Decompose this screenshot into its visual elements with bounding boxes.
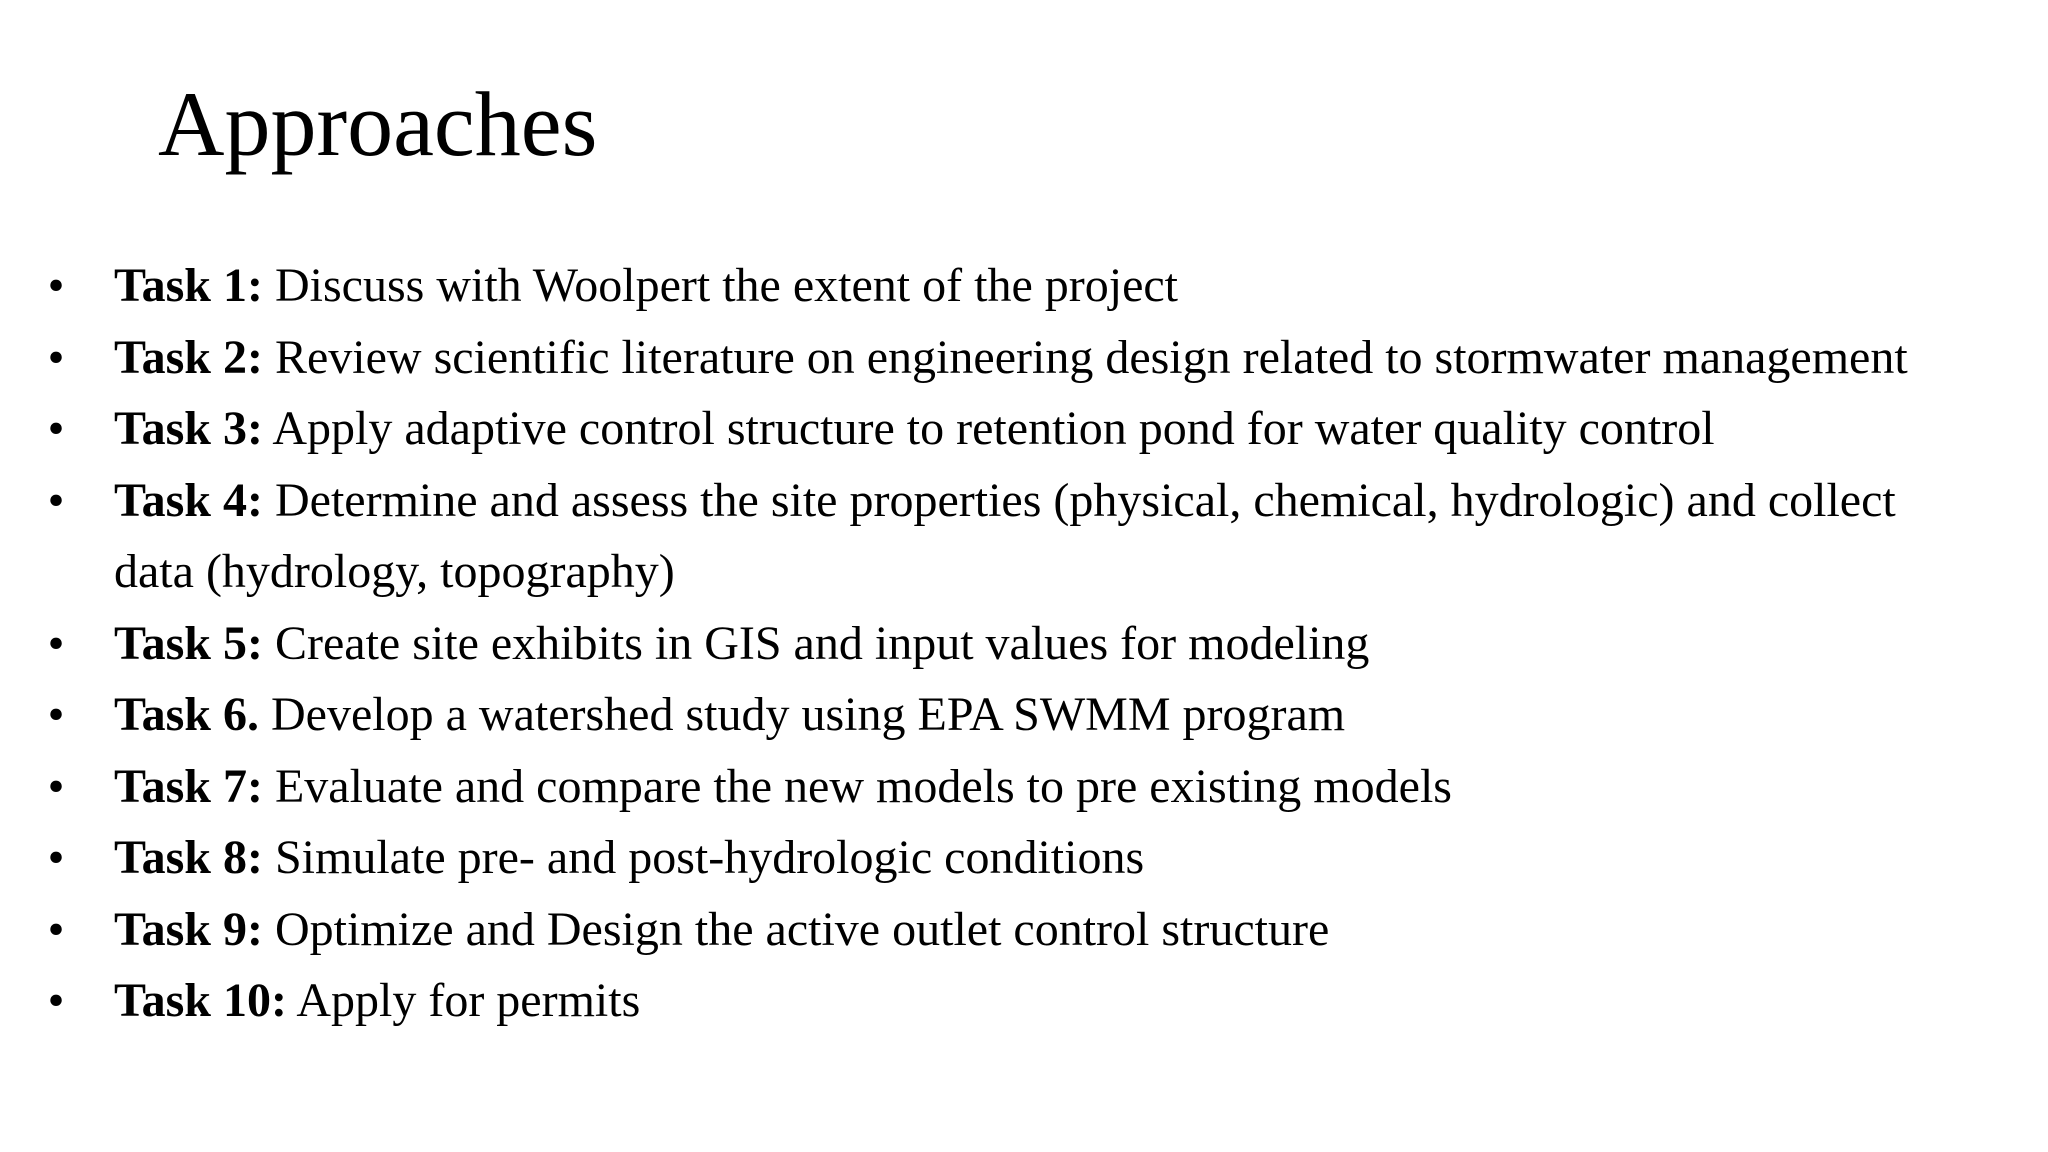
- task-item-6: [0, 679, 2048, 751]
- bullet-icon: •: [47, 831, 65, 884]
- bullet-icon: •: [47, 688, 65, 741]
- slide-title: Approaches: [158, 73, 598, 175]
- task-label: Task 2:: [114, 330, 263, 384]
- task-item-8: [0, 822, 2048, 894]
- bullet-icon: •: [47, 759, 65, 813]
- task-item-1: [0, 250, 2048, 322]
- task-item-10: [0, 965, 2048, 1037]
- task-item-2: [0, 322, 2048, 394]
- bullet-icon: •: [47, 902, 65, 956]
- task-text: Evaluate and compare the new models to pre existing models: [274, 759, 1452, 813]
- task-item-5: [0, 608, 2048, 680]
- task-text: Apply adaptive control structure to retention pond for water quality control: [272, 402, 1715, 455]
- task-item-9: [0, 894, 2048, 966]
- task-label: Task 9:: [114, 902, 263, 956]
- task-text: Determine and assess the site properties (physical, chemical, hydrologic) and collect data (hydrology, topography): [114, 473, 1896, 598]
- bullet-icon: •: [47, 974, 65, 1027]
- bullet-icon: •: [47, 259, 65, 312]
- bullet-icon: •: [47, 402, 65, 455]
- task-text: Develop a watershed study using EPA SWMM program: [270, 688, 1346, 741]
- task-label: Task 10:: [114, 974, 287, 1027]
- bullet-icon: •: [47, 330, 65, 384]
- task-label: Task 5:: [114, 616, 263, 670]
- task-label: Task 6.: [114, 688, 259, 741]
- task-item-4: [0, 465, 2048, 608]
- task-label: Task 7:: [114, 759, 263, 813]
- task-text: Simulate pre- and post-hydrologic conditions: [274, 831, 1145, 884]
- bullet-icon: •: [47, 616, 65, 670]
- task-text: Review scientific literature on engineering design related to stormwater management: [274, 330, 1908, 384]
- task-item-3: [0, 393, 2048, 465]
- task-label: Task 3:: [114, 402, 263, 455]
- bullet-icon: •: [47, 473, 65, 527]
- task-item-7: [0, 751, 2048, 823]
- task-text: Apply for permits: [296, 974, 641, 1027]
- task-label: Task 1:: [114, 259, 263, 312]
- task-list: [0, 250, 2048, 1037]
- task-label: Task 8:: [114, 831, 263, 884]
- task-text: Discuss with Woolpert the extent of the project: [274, 259, 1179, 312]
- task-label: Task 4:: [114, 473, 263, 527]
- task-text: Optimize and Design the active outlet control structure: [274, 902, 1330, 956]
- task-text: Create site exhibits in GIS and input values for modeling: [274, 616, 1370, 670]
